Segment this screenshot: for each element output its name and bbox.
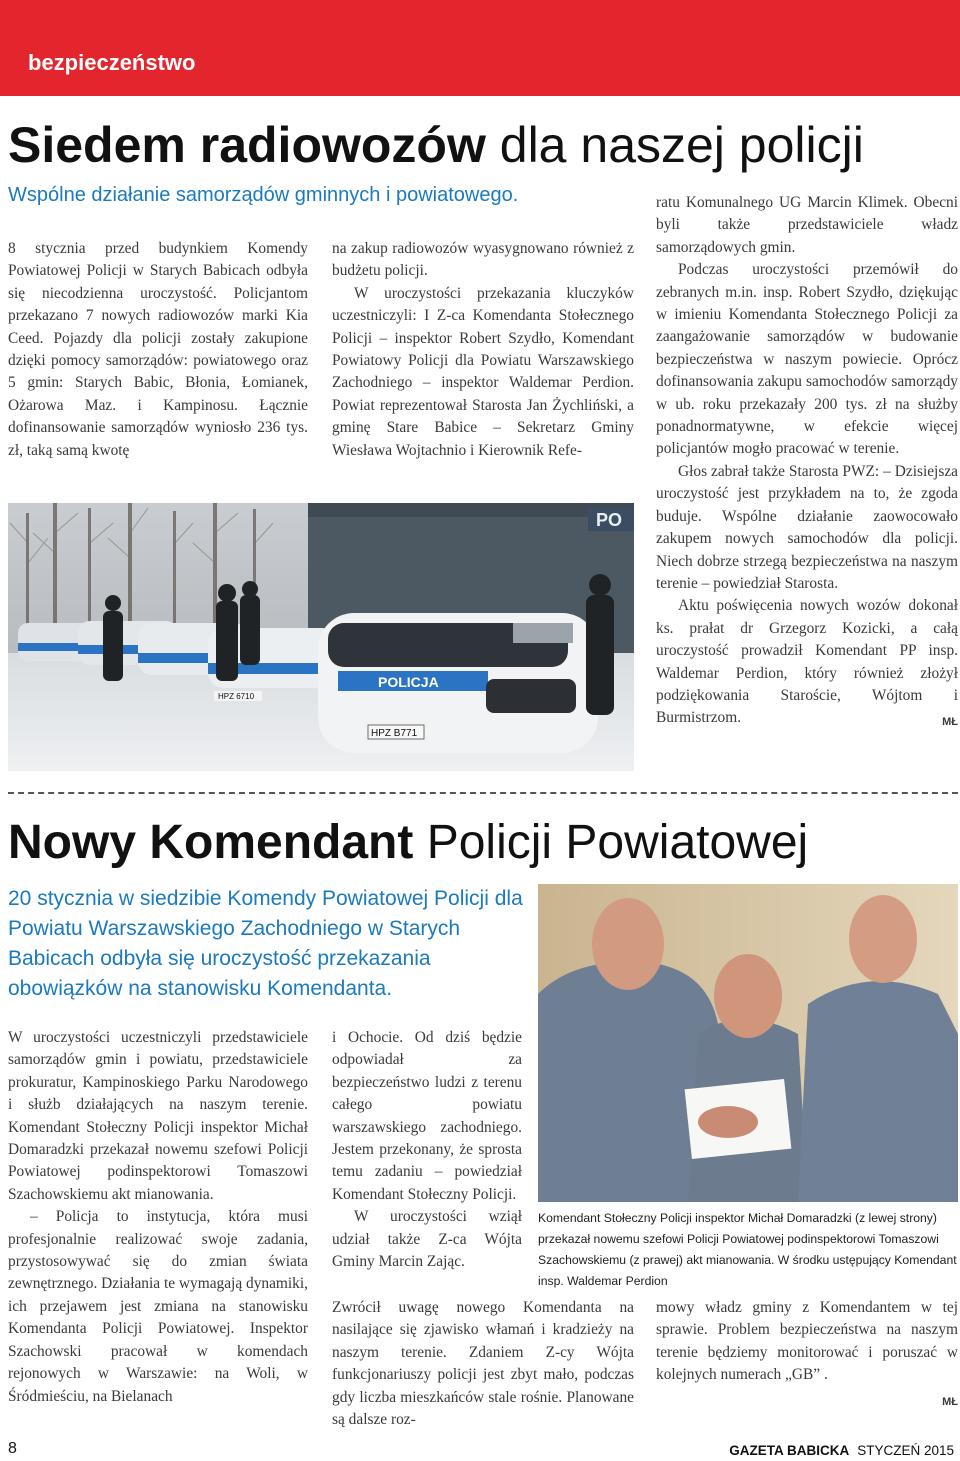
paragraph: 8 stycznia przed budynkiem Komendy Powiatowej Policji w Starych Babicach odbyła się niecodzienna uroczystość. Policjantom przekazano 7 nowych radiowozów marki Kia Ceed. Pojazdy dla policji zostały zakupione dzięki pomocy samorządów: powiatowego oraz 5 gmin: Starych Babic, Błonia, Łomianek, Ożarowa Maz. i Kampinosu. Łącznie dofinansowanie samorządów wyniosło 236 tys. zł, taką samą kwotę bbox=[8, 240, 308, 459]
section-divider bbox=[8, 792, 958, 794]
building-sign: PO bbox=[596, 510, 623, 530]
section-header-band bbox=[0, 0, 960, 96]
issue-date: STYCZEŃ 2015 bbox=[857, 1443, 954, 1458]
car-label: POLICJA bbox=[378, 674, 439, 690]
footer-brand bbox=[729, 1443, 954, 1458]
front-plate: HPZ B771 bbox=[371, 728, 418, 739]
article2-signature: MŁ bbox=[942, 1395, 958, 1408]
paragraph: mowy władz gminy z Komendantem w tej sprawie. Problem bezpieczeństwa na naszym terenie będziemy monitorować i poruszać w kolejnych numerach „GB” . bbox=[656, 1299, 958, 1384]
paragraph: W uroczystości uczestniczyli przedstawiciele samorządów gmin i powiatu, przedstawiciele prokuratur, Kampinoskiego Parku Narodowego i służb działających na naszym terenie. Komendant Stołeczny Policji inspektor Michał Domaradzki przekazał nowemu szefowi Policji Powiatowej podinspektorowi Tomaszowi Szachowskiemu akt mianowania. bbox=[8, 1029, 308, 1203]
section-label: bezpieczeństwo bbox=[28, 50, 196, 75]
paragraph: – Policja to instytucja, która musi profesjonalnie realizować swoje zadania, przystosowywać się do zmian świata zewnętrznego. Działania te wymagają dynamiki, ich przejawem jest zmiana na stanowisku Komendanta Policji Powiatowej. Inspektor Szachowski pracował w komendach rejonowych w Warszawie: na Woli, w Śródmieściu, na Bielanach bbox=[8, 1208, 308, 1405]
article1-column-2 bbox=[332, 238, 634, 462]
article2-lead: 20 stycznia w siedzibie Komendy Powiatowej Policji dla Powiatu Warszawskiego Zachodniego w Starych Babicach odbyła się uroczystość przekazania obowiązków na stanowisku Komendanta. bbox=[8, 887, 523, 1000]
article2-title-bold: Nowy Komendant bbox=[8, 816, 414, 869]
article2-column-2-continued bbox=[332, 1297, 634, 1431]
commander-handover-photo bbox=[538, 884, 958, 1202]
paragraph-text: Aktu poświęcenia nowych wozów dokonał ks. prałat dr Grzegorz Kozicki, a całą uroczystość prowadził Komendant PP insp. Waldemar Perdion, który również złożył podziękowania Staroście, Wójtom i Burmistrzom. bbox=[656, 597, 958, 727]
paragraph: Głos zabrał także Starosta PWZ: – Dzisiejsza uroczystość jest przykładem na to, że zgoda buduje. Wspólne działanie zaowocowało zakupem nowych samochodów dla policji. Niech dobrze strzegą bezpieczeństwa na naszym terenie – powiedział Starosta. bbox=[656, 462, 958, 592]
paragraph: ratu Komunalnego UG Marcin Klimek. Obecni byli także przedstawiciele władz samorządowych gmin. bbox=[656, 194, 958, 256]
side-plate: HPZ 6710 bbox=[218, 692, 255, 701]
article1-title-rest: dla naszej policji bbox=[499, 117, 864, 173]
publication-name: GAZETA BABICKA bbox=[729, 1443, 850, 1458]
article2-column-1 bbox=[8, 1027, 308, 1408]
paragraph bbox=[656, 595, 958, 729]
article1-signature: MŁ bbox=[942, 716, 958, 729]
paragraph: W uroczystości przekazania kluczyków uczestniczyli: I Z-ca Komendanta Stołecznego Policji – inspektor Robert Szydło, Komendant Powiatowy Policji dla Powiatu Warszawskiego Zachodniego – inspektor Waldemar Perdion. Powiat reprezentował Starosta Jan Żychliński, a gminę Stare Babice – Sekretarz Gminy Wiesława Wojtachnio i Kierownik Refe- bbox=[332, 284, 634, 459]
article2-title bbox=[8, 808, 808, 878]
article2-column-3 bbox=[656, 1297, 958, 1413]
paragraph: W uroczystości wziął udział także Z-ca Wójta Gminy Marcin Zając. bbox=[332, 1208, 522, 1271]
paragraph: Podczas uroczystości przemówił do zebranych m.in. insp. Robert Szydło, dziękując w imieniu Komendanta Stołecznego Policji za zaangażowanie samorządów w budowanie bezpieczeństwa w naszym powiecie. Oprócz dofinansowania zakupu samochodów samorządy w ub. roku przekazały 200 tys. zł na służby ponadnormatywne, w efekcie więcej policjantów mogło pracować w terenie. bbox=[656, 261, 958, 458]
article2-column-2 bbox=[332, 1027, 522, 1273]
photo-caption: Komendant Stołeczny Policji inspektor Michał Domaradzki (z lewej strony) przekazał nowemu szefowi Policji Powiatowej podinspektorowi Tomaszowi Szachowskiemu (z prawej) akt mianowania. W środku ustępujący Komendant insp. Waldemar Perdion bbox=[538, 1211, 957, 1288]
article1-subtitle: Wspólne działanie samorządów gminnych i powiatowego. bbox=[8, 184, 519, 206]
article2-title-rest: Policji Powiatowej bbox=[426, 816, 809, 869]
paragraph: Zwrócił uwagę nowego Komendanta na nasilające się zjawisko włamań i kradzieży na naszym terenie. Zdaniem Z-cy Wójta funkcjonariuszy policji jest zbyt mało, podczas gdy liczba mieszkańców stale rośnie. Planowane są dalsze roz- bbox=[332, 1299, 634, 1429]
police-cars-photo bbox=[8, 503, 634, 771]
article1-column-3 bbox=[656, 192, 958, 734]
article1-title-bold: Siedem radiowozów bbox=[8, 117, 486, 173]
paragraph: i Ochocie. Od dziś będzie odpowiadał za bezpieczeństwo ludzi z terenu całego powiatu warszawskiego zachodniego. Jestem przekonany, że sprosta temu zadaniu – powiedział Komendant Stołeczny Policji. bbox=[332, 1029, 522, 1203]
paragraph: na zakup radiowozów wyasygnowano również z budżetu policji. bbox=[332, 240, 634, 280]
article1-column-1 bbox=[8, 238, 308, 462]
page-number: 8 bbox=[8, 1440, 17, 1457]
article1-title bbox=[8, 110, 864, 180]
